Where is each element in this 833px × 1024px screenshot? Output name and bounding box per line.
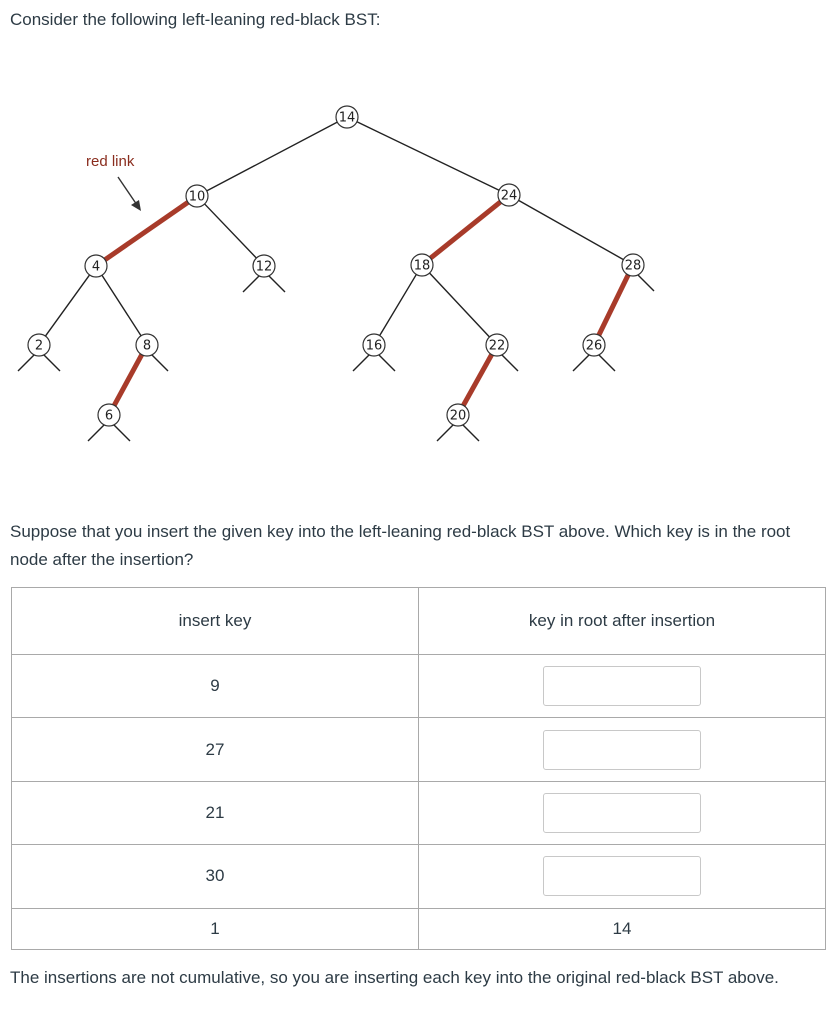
node-key: 12 [255, 259, 273, 275]
black-link-14-10 [207, 122, 338, 191]
tree-node [136, 334, 158, 356]
tree-node [85, 255, 107, 277]
footer-note: The insertions are not cumulative, so you are inserting each key into the original red-black BST above. [10, 968, 779, 987]
table-row [12, 718, 826, 781]
node-key: 2 [34, 338, 44, 354]
node-key: 22 [488, 338, 506, 354]
node-key: 26 [585, 338, 603, 354]
tree-node [253, 255, 275, 277]
red-link-22-20 [463, 355, 491, 406]
null-link-stub [463, 425, 479, 441]
table-header-row [12, 588, 826, 655]
table-row [12, 655, 826, 718]
answer-input[interactable] [543, 666, 701, 706]
null-link-stub [269, 276, 285, 292]
answer-example-cell: 14 [419, 908, 826, 949]
node-key: 18 [413, 258, 431, 274]
header-insert-key: insert key [12, 588, 419, 655]
insert-key-cell: 9 [12, 655, 419, 718]
red-link-28-26 [599, 275, 628, 335]
tree-node [336, 106, 358, 128]
table-row [12, 845, 826, 908]
node-key: 24 [500, 188, 518, 204]
insert-key-cell: 30 [12, 845, 419, 908]
tree-node [186, 185, 208, 207]
null-link-stub [599, 355, 615, 371]
intro-text: Consider the following left-leaning red-black BST: [10, 10, 381, 29]
black-link-14-24 [357, 122, 499, 190]
null-link-stub [152, 355, 168, 371]
null-link-stub [114, 425, 130, 441]
red-link-label: red link [86, 153, 135, 170]
answer-cell [419, 781, 826, 844]
insert-key-cell: 1 [12, 908, 419, 949]
tree-node [411, 254, 433, 276]
null-link-stub [638, 275, 654, 291]
insert-key-cell: 27 [12, 718, 419, 781]
tree-node [363, 334, 385, 356]
node-key: 4 [91, 259, 101, 275]
table-row [12, 908, 826, 949]
tree-node [98, 404, 120, 426]
node-key: 14 [338, 110, 356, 126]
insert-key-cell: 21 [12, 781, 419, 844]
answer-input[interactable] [543, 856, 701, 896]
black-link-18-16 [380, 274, 417, 335]
question-text: Suppose that you insert the given key into the left-leaning red-black BST above. Which key is in the root node after the insertion? [10, 522, 791, 569]
answer-cell [419, 718, 826, 781]
node-key: 6 [104, 408, 114, 424]
black-link-10-12 [205, 204, 257, 258]
red-link-8-6 [114, 355, 142, 406]
tree-node [498, 184, 520, 206]
answer-table [11, 587, 826, 950]
null-link-stub [353, 355, 369, 371]
answer-cell [419, 845, 826, 908]
table-row [12, 781, 826, 844]
answer-input[interactable] [543, 793, 701, 833]
tree-node [447, 404, 469, 426]
header-key-in-root: key in root after insertion [419, 588, 826, 655]
tree-node [28, 334, 50, 356]
answer-input[interactable] [543, 730, 701, 770]
node-key: 8 [142, 338, 152, 354]
tree-node [486, 334, 508, 356]
null-link-stub [379, 355, 395, 371]
black-link-18-22 [430, 273, 490, 337]
node-key: 28 [624, 258, 642, 274]
red-link-24-18 [431, 202, 501, 258]
node-key: 10 [188, 189, 206, 205]
tree-node [622, 254, 644, 276]
null-link-stub [573, 355, 589, 371]
null-link-stub [18, 355, 34, 371]
null-link-stub [243, 276, 259, 292]
black-link-24-28 [519, 200, 624, 259]
red-link-arrow [118, 177, 141, 211]
null-link-stub [502, 355, 518, 371]
red-link-10-4 [105, 202, 188, 259]
answer-cell [419, 655, 826, 718]
null-link-stub [437, 425, 453, 441]
null-link-stub [44, 355, 60, 371]
tree-node [583, 334, 605, 356]
red-black-bst-diagram [0, 95, 833, 460]
black-link-4-8 [102, 275, 141, 336]
black-link-4-2 [45, 275, 89, 336]
node-key: 16 [365, 338, 383, 354]
null-link-stub [88, 425, 104, 441]
node-key: 20 [449, 408, 467, 424]
